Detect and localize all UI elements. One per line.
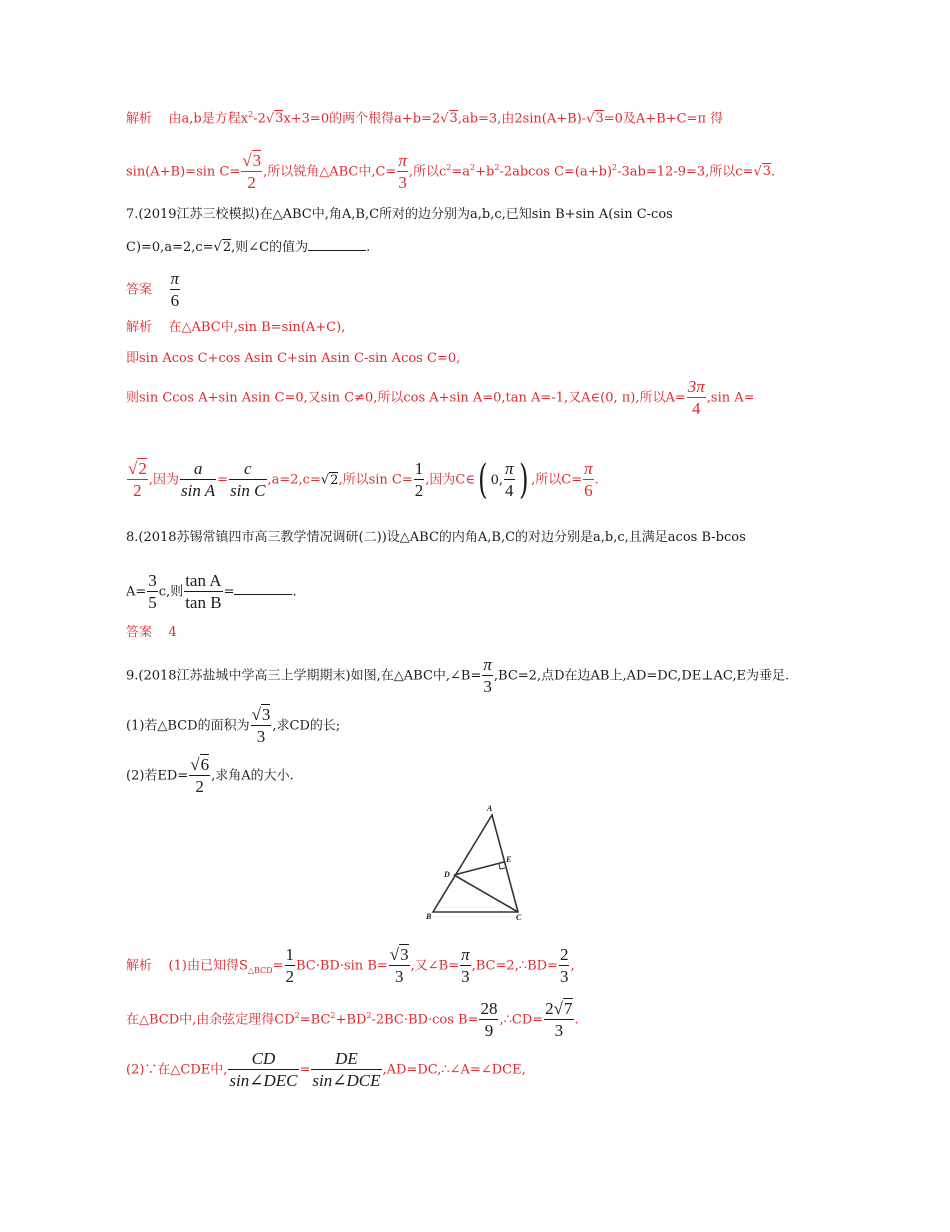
question-8-line-2 [126, 572, 297, 612]
text: 由a,b是方程x [168, 111, 249, 127]
text: 在△ABC中,sin B=sin(A+C), [168, 320, 346, 335]
text: ,求CD的长; [272, 718, 341, 734]
solution-7-line-2: 即sin Acos C+cos Asin C+sin Asin C-sin Acos C=0, [126, 351, 461, 366]
fraction-de-over-sindce: $\frac{DE}{\text{sin∠DCE}}$ [312, 1049, 381, 1090]
sqrt-3: √3 [586, 111, 604, 127]
text: =a [451, 164, 471, 180]
text: ,所以锐角△ABC中,C= [263, 164, 397, 180]
text: ,sin A= [706, 390, 755, 406]
text: ,AD=DC,∴∠A=∠DCE, [382, 1062, 526, 1078]
solution-label: 解析 [126, 111, 153, 127]
solution-7-line-3 [126, 378, 755, 418]
question-8-line-1: 8.(2018苏锡常镇四市高三教学情况调研(二))设△ABC的内角A,B,C的对边分别是a,b,c,且满足acos B-bcos [126, 530, 746, 545]
text: ,所以C= [531, 472, 583, 488]
fraction-sqrt2-over-2: $\frac{√2}{2}$ [128, 459, 147, 500]
sqrt-2: √2 [320, 472, 339, 488]
text: = [299, 1062, 311, 1078]
interval: ( 0, $\frac{\pi}{4}$ ) [478, 457, 529, 503]
fraction-a-over-sinA: $\frac{a}{\text{sin A}}$ [180, 459, 216, 500]
text: -2abcos C=(a+b) [499, 164, 613, 180]
sqrt-3: √3 [440, 111, 458, 127]
answer-8 [126, 626, 177, 639]
text: = [272, 958, 284, 974]
fraction-2sqrt7-over-3: $\frac{2√7}{3}$ [545, 999, 573, 1040]
fraction-1-over-2: $\frac{1}{2}$ [414, 459, 424, 500]
text: BC·BD·sin B= [296, 958, 388, 974]
text: ,所以sin C= [338, 472, 413, 488]
text: 9.(2018江苏盐城中学高三上学期期末)如图,在△ABC中,∠B= [126, 668, 482, 684]
fraction-sqrt3-over-3: $\frac{√3}{3}$ [251, 705, 271, 746]
text: (2)若ED= [126, 768, 189, 784]
text: ,因为C∈ [425, 472, 475, 488]
question-9-part-2 [126, 756, 294, 796]
text: 在△BCD中,由余弦定理得CD [126, 1012, 295, 1028]
solution-9-line-1 [126, 946, 575, 986]
fraction-pi-over-3: $\frac{\pi}{3}$ [461, 945, 470, 986]
fraction-2-over-3: $\frac{2}{3}$ [559, 945, 569, 986]
text: -2 [253, 111, 266, 127]
answer-7 [126, 270, 181, 310]
solution-7-line-1 [126, 321, 345, 334]
text: , [570, 958, 575, 974]
label-e: E [506, 855, 512, 864]
fraction-3pi-over-4: $\frac{3\pi}{4}$ [687, 377, 705, 418]
answer-7-fraction: $\frac{\pi}{6}$ [170, 269, 180, 310]
label-c: C [516, 913, 522, 922]
label-d: D [444, 870, 450, 879]
fraction-cd-over-sindec: $\frac{CD}{\text{sin∠DEC}}$ [229, 1049, 298, 1090]
text: ,又∠B= [410, 958, 460, 974]
text: x+3=0的两个根得a+b=2 [283, 111, 441, 127]
label-a: A [487, 804, 493, 813]
question-9-part-1 [126, 706, 340, 746]
fraction-pi-over-6: $\frac{\pi}{6}$ [584, 459, 593, 500]
text: (1)由已知得S [168, 958, 248, 974]
text: ,BC=2,点D在边AB上,AD=DC,DE⊥AC,E为垂足. [493, 668, 790, 684]
solution-label: 解析 [126, 320, 153, 335]
fraction-pi-over-3: $\frac{\pi}{3}$ [483, 655, 492, 696]
fraction-sqrt3-over-3: $\frac{√3}{3}$ [389, 945, 409, 986]
text: ,求角A的大小. [211, 768, 294, 784]
fraction-sqrt3-over-2: $\frac{√3}{2}$ [242, 151, 262, 192]
text: ,BC=2,∴BD= [471, 958, 558, 974]
text: (2)∵在△CDE中, [126, 1062, 228, 1078]
fraction-tanA-over-tanB: $\frac{\text{tan A}}{\text{tan B}}$ [185, 571, 222, 612]
fraction-pi-over-3: $\frac{\pi}{3}$ [398, 151, 407, 192]
text: ,则∠C的值为 [231, 240, 309, 255]
text: = [217, 472, 229, 488]
question-7-line-1: 7.(2019江苏三校模拟)在△ABC中,角A,B,C所对的边分别为a,b,c,已知sin B+sin A(sin C-cos [126, 207, 673, 222]
segment-dc [454, 875, 518, 912]
solution-9-line-2: 在△BCD中,由余弦定理得$CD^2=BC^2+BD^2-2BC\cdot BD\cdot\cos$ B= $\frac{28}{9}$ ,∴CD= $\frac{2√7}{3}$ . [126, 999, 579, 1040]
fraction-1-over-2: $\frac{1}{2}$ [285, 945, 294, 986]
solution-6-line-1 [126, 111, 723, 125]
solution-label: 解析 [126, 958, 153, 974]
text: 则sin Ccos A+sin Asin C=0,又sin C≠0,所以cos A+sin A=0,tan A=-1,又A∈(0, π),所以A= [126, 390, 686, 406]
text: ,∴CD= [499, 1012, 544, 1028]
fraction-3-over-5: $\frac{3}{5}$ [148, 571, 157, 612]
question-9 [126, 656, 789, 696]
sqrt-3: √3 [753, 164, 772, 180]
text: . [366, 240, 371, 255]
label-b: B [426, 912, 432, 921]
fraction-sqrt6-over-2: $\frac{√6}{2}$ [190, 755, 210, 796]
text: . [594, 472, 599, 488]
text: =0及A+B+C=π 得 [603, 111, 724, 127]
text: ,所以c [408, 164, 447, 180]
solution-9-line-3 [126, 1050, 526, 1090]
subscript: △BCD [247, 965, 273, 975]
text: +BD [335, 1012, 367, 1028]
text: ,a=2,c= [267, 472, 321, 488]
sqrt-3: √3 [265, 111, 284, 127]
question-7-line-2 [126, 238, 370, 254]
text: . [292, 584, 297, 600]
answer-blank [234, 582, 292, 595]
answer-label: 答案 [126, 282, 153, 298]
text: . [771, 164, 776, 180]
text: =BC [299, 1012, 331, 1028]
solution-7-line-4 [126, 457, 599, 503]
fraction-28-over-9: $\frac{28}{9}$ [480, 999, 498, 1040]
text: sin(A+B)=sin C= [126, 164, 241, 180]
fraction-c-over-sinC: $\frac{c}{\text{sin C}}$ [230, 459, 266, 500]
answer-label: 答案 [126, 625, 153, 640]
right-angle-mark [499, 864, 505, 869]
triangle-figure [418, 800, 528, 925]
solution-6-line-2: sin(A+B)=sin C= $\frac{√3}{2}$ ,所以锐角△ABC中,C= $\frac{\pi}{3}$ ,所以$c^2=a^2+b^2-2abcos$ $C=(a+b)^2-3ab=12-9=3$,所以c=√3. [126, 151, 776, 192]
text: -2BC·BD·cos B= [371, 1012, 479, 1028]
text: -3ab=12-9=3,所以c= [617, 164, 754, 180]
text: A= [126, 584, 147, 600]
text: (1)若△BCD的面积为 [126, 718, 250, 734]
text: = [223, 584, 235, 600]
answer-value: 4 [168, 625, 177, 640]
text: +b [475, 164, 495, 180]
text: c,则 [158, 584, 184, 600]
text: ,因为 [148, 472, 179, 488]
sqrt-2: √2 [213, 240, 232, 255]
answer-blank [308, 238, 366, 251]
superscript: 2 [248, 110, 254, 119]
text: ,ab=3,由2sin(A+B)- [457, 111, 587, 127]
text: . [574, 1012, 579, 1028]
text: C)=0,a=2,c= [126, 240, 214, 255]
